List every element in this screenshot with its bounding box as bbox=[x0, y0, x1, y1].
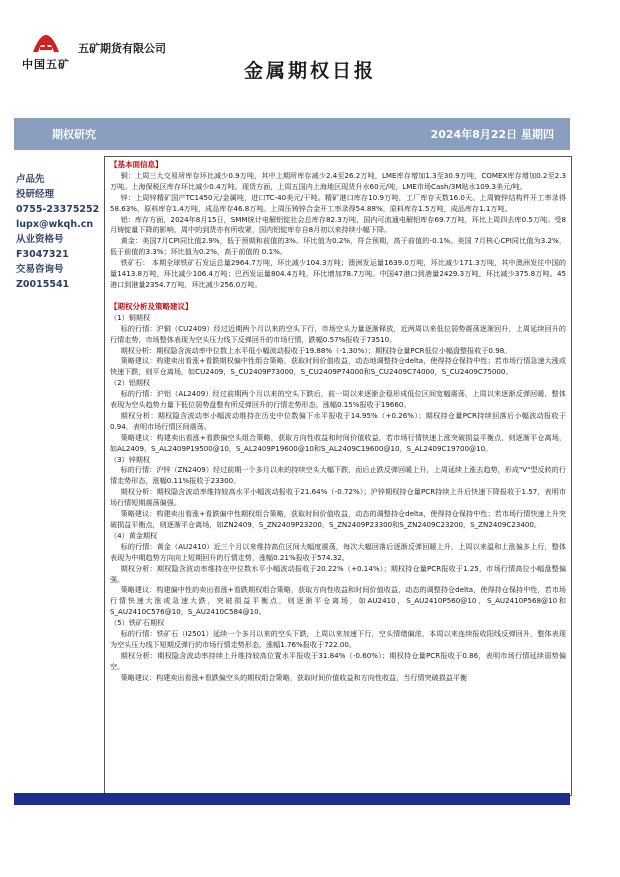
report-date: 2024年8月22日 星期四 bbox=[430, 128, 554, 141]
section-spacer bbox=[110, 291, 566, 302]
fundamentals-aluminum: 铝：库存方面，2024年8月15日，SMM统计电解铝锭社会总库存82.3万吨，国内可流通电解铝库存69.7万吨，环比上周四去库0.5万吨。受8月铸锭量下降的影响，周中的到货亦有所收紧，国内铝锭库存自8月初以来持续小幅下降。 bbox=[110, 214, 566, 235]
analyst-role: 投研经理 bbox=[16, 189, 55, 200]
fundamentals-zinc: 锌：上周锌精矿国产TC1450元/金属吨，进口TC-40美元/干吨。精矿港口库存10.9万吨，工厂库存天数16.0天。上周镀锌结构件开工率录得58.63%，原料库存1.4万吨，成品库存46.8万吨。上周压铸锌合金开工率录得54.88%，原料库存1.5万吨，成品库存1.1万吨。 bbox=[110, 192, 566, 213]
section-label: 期权研究 bbox=[52, 128, 96, 141]
gold-strategy: 策略建议：构建偏中性的卖出看涨+看跌期权组合策略，获取方向性收益和时间价值收益，动态的调整持仓delta，使得持仓保持中性，若市场行情快速大涨或急速大跌，突破损益平衡点，则逐渐平仓离场，如AU2410，S_AU2410P560@10，S_AU2410P568@10和S_AU2410C576@10，S_AU2410C584@10。 bbox=[110, 585, 566, 617]
zinc-underlying: 标的行情：沪锌（ZN2409）经过前期一个多月以来的持续空头大幅下跌，而后止跌反弹回暖上升，上周延续上涨去趋势，形成"V"型反转的行情走势形态，涨幅0.11%报收于23300。 bbox=[110, 465, 566, 486]
cert-number: F3047321 bbox=[16, 249, 69, 260]
invest-label: 交易咨询号 bbox=[16, 264, 64, 275]
analyst-name: 卢品先 bbox=[16, 174, 45, 185]
iron-ore-analysis: 期权分析：期权隐含波动率持续上升维持较高位置水平报收于31.84%（-0.60%）；期权持仓量PCR报收于0.86，表明市场行情延续弱势偏空。 bbox=[110, 650, 566, 671]
iron-ore-underlying: 标的行情：铁矿石（I2501）延续一个多月以来的空头下跌，上周以来加速下行，空头情绪偏浓，本周以来连续报收阳线反弹回升，整体表现为空头压力线下短期反弹行的市场行情走势形态，涨幅1.76%报收于722.00。 bbox=[110, 629, 566, 649]
company-name: 五矿期货有限公司 bbox=[78, 42, 166, 55]
gold-analysis: 期权分析：期权隐含波动率维持在中位数水平小幅波动报收于20.22%（+0.14%）；期权持仓量PCR报收于1.25，市场行情高位小幅盘整偏强。 bbox=[110, 563, 566, 584]
report-body bbox=[104, 156, 572, 796]
fundamentals-iron-ore: 铁矿石： 本期全球铁矿石发运总量2964.7万吨，环比减少104.3万吨；澳洲发运量1639.0万吨，环比减少171.3万吨，其中澳洲发往中国的量1413.8万吨，环比减少106.4万吨；巴西发运量804.4万吨，环比增加78.7万吨。中国47港口到港量2429.3万吨，环比减少375.8万吨。45港口到港量2354.7万吨，环比减少256.0万吨。 bbox=[110, 258, 566, 289]
zinc-strategy: 策略建议：构建卖出看涨+看跌偏中性期权组合策略，获取时间价值收益，动态的调整持仓delta，使得持仓保持中性；若市场行情快速上升突破损益平衡点，则逐渐平仓离场，如ZN2409，S_ZN2409P23200，S_ZN2409P23300和S_ZN2409C23200，S_ZN2409C23400。 bbox=[110, 509, 566, 529]
invest-number: Z0015541 bbox=[16, 279, 70, 290]
fundamentals-copper: 铜：上周三大交易所库存环比减少0.9万吨，其中上期所库存减少2.4至26.2万吨，LME库存增加1.3至30.9万吨，COMEX库存增加0.2至2.3万吨。上海保税区库存环比减少0.4万吨。现货方面，上周五国内上海地区现货升水60元/吨，LME市场Cash/3M贴水109.3美元/吨。 bbox=[110, 170, 566, 191]
section-banner bbox=[14, 118, 570, 150]
zinc-analysis: 期权分析：期权隐含波动率维持较高水平小幅波动报收于21.64%（-0.72%）；沪锌期权持仓量PCR持续上升后快速下降报收于1.57，表明市场行情短期震荡偏强。 bbox=[110, 487, 566, 508]
fundamentals-heading: 【基本面信息】 bbox=[110, 160, 163, 169]
page-title: 金属期权日报 bbox=[243, 60, 376, 82]
fundamentals-gold: 黄金：美国7月CPI同比值2.9%，低于预期和前值的3%。环比值为0.2%，符合预期，高于前值的-0.1%。美国 7月核心CPI同比值为3.2%，低于前值的3.3%；环比值为0.2%，高于前值的 0.1%。 bbox=[110, 236, 566, 257]
copper-underlying: 标的行情：沪铜（CU2409）经过近期两个月以来的空头下行，市场空头力量逐渐释放，近两周以来低位弱势震荡逐渐回升，上周延续回升的行情走势，市场整体表现为空头压力线下反弹回升的市场行情，跌幅0.57%报收于73510。 bbox=[110, 323, 566, 344]
logo-emblem-icon bbox=[29, 24, 63, 54]
aluminum-underlying: 标的行情：沪铝（AL2409）经过前期两个月以来的空头下跌后，前一周以来逐渐企稳形成低位区间宽幅震荡，上周以来逐渐反弹回暖，整体表现为空头趋势力量下低位弱势盘整有所反弹回升的行情走势形态，涨幅0.15%报收于19660。 bbox=[110, 389, 566, 410]
aluminum-option-title: （2）铝期权 bbox=[110, 378, 150, 388]
aluminum-strategy: 策略建议：构建卖出看涨+看跌偏空头组合策略，获取方向性收益和时间价值收益，若市场行情快速上涨突破损益平衡点，则逐渐平仓离场，如AL2409，S_AL2409P19500@10，S_AL2409P19600@10和S_AL2409C19600@10，S_AL2409C19700@10。 bbox=[110, 432, 566, 453]
footer-bar bbox=[14, 793, 570, 805]
analyst-info bbox=[16, 172, 100, 292]
gold-underlying: 标的行情：黄金（AU2410）近三个月以来维持高位区间大幅度震荡，每次大幅回落后逐渐反弹回暖上升，上周以来温和上涨偏多上行，整体表现为中期趋势方向向上短期回升的行情走势，涨幅0.21%报收于574.32。 bbox=[110, 541, 566, 562]
gold-option-title: （4）黄金期权 bbox=[110, 530, 158, 540]
aluminum-analysis: 期权分析：期权隐含波动率小幅波动维持在历史中位数偏下水平报收于14.95%（+0.26%）；期权持仓量PCR持续回落后小幅波动报收于0.94，表明市场行情区间震荡。 bbox=[110, 410, 566, 431]
copper-analysis: 期权分析：期权隐含波动率中位数上水平低小幅波动报收于19.88%（-1.30%）；期权持仓量PCR低位小幅盘整报收于0.98。 bbox=[120, 345, 512, 355]
logo-text: 中国五矿 bbox=[22, 58, 70, 71]
copper-option-title: （1）铜期权 bbox=[110, 312, 150, 322]
analyst-email[interactable]: lupx@wkqh.cn bbox=[16, 219, 94, 230]
iron-ore-option-title: （5）铁矿石期权 bbox=[110, 618, 165, 628]
analyst-phone: 0755-23375252 bbox=[16, 204, 100, 215]
copper-strategy: 策略建议：构建卖出看涨+看跌期权偏中性组合策略，获取时间价值收益，动态地调整持仓delta，使得持仓保持中性；若市场行情急速大涨或快速下跌，则平仓离场，如CU2409，S_CU2409P73000，S_CU2409P74000和S_CU2409C74000，S_CU2409C75000。 bbox=[110, 356, 566, 377]
strategy-heading: 【期权分析及策略建议】 bbox=[110, 301, 193, 311]
zinc-option-title: （3）锌期权 bbox=[110, 454, 150, 464]
cert-label: 从业资格号 bbox=[16, 234, 64, 245]
iron-ore-strategy: 策略建议：构建卖出看涨+看跌偏空头的期权组合策略，获取时间价值收益和方向性收益，当行情突破损益平衡 bbox=[120, 672, 468, 682]
